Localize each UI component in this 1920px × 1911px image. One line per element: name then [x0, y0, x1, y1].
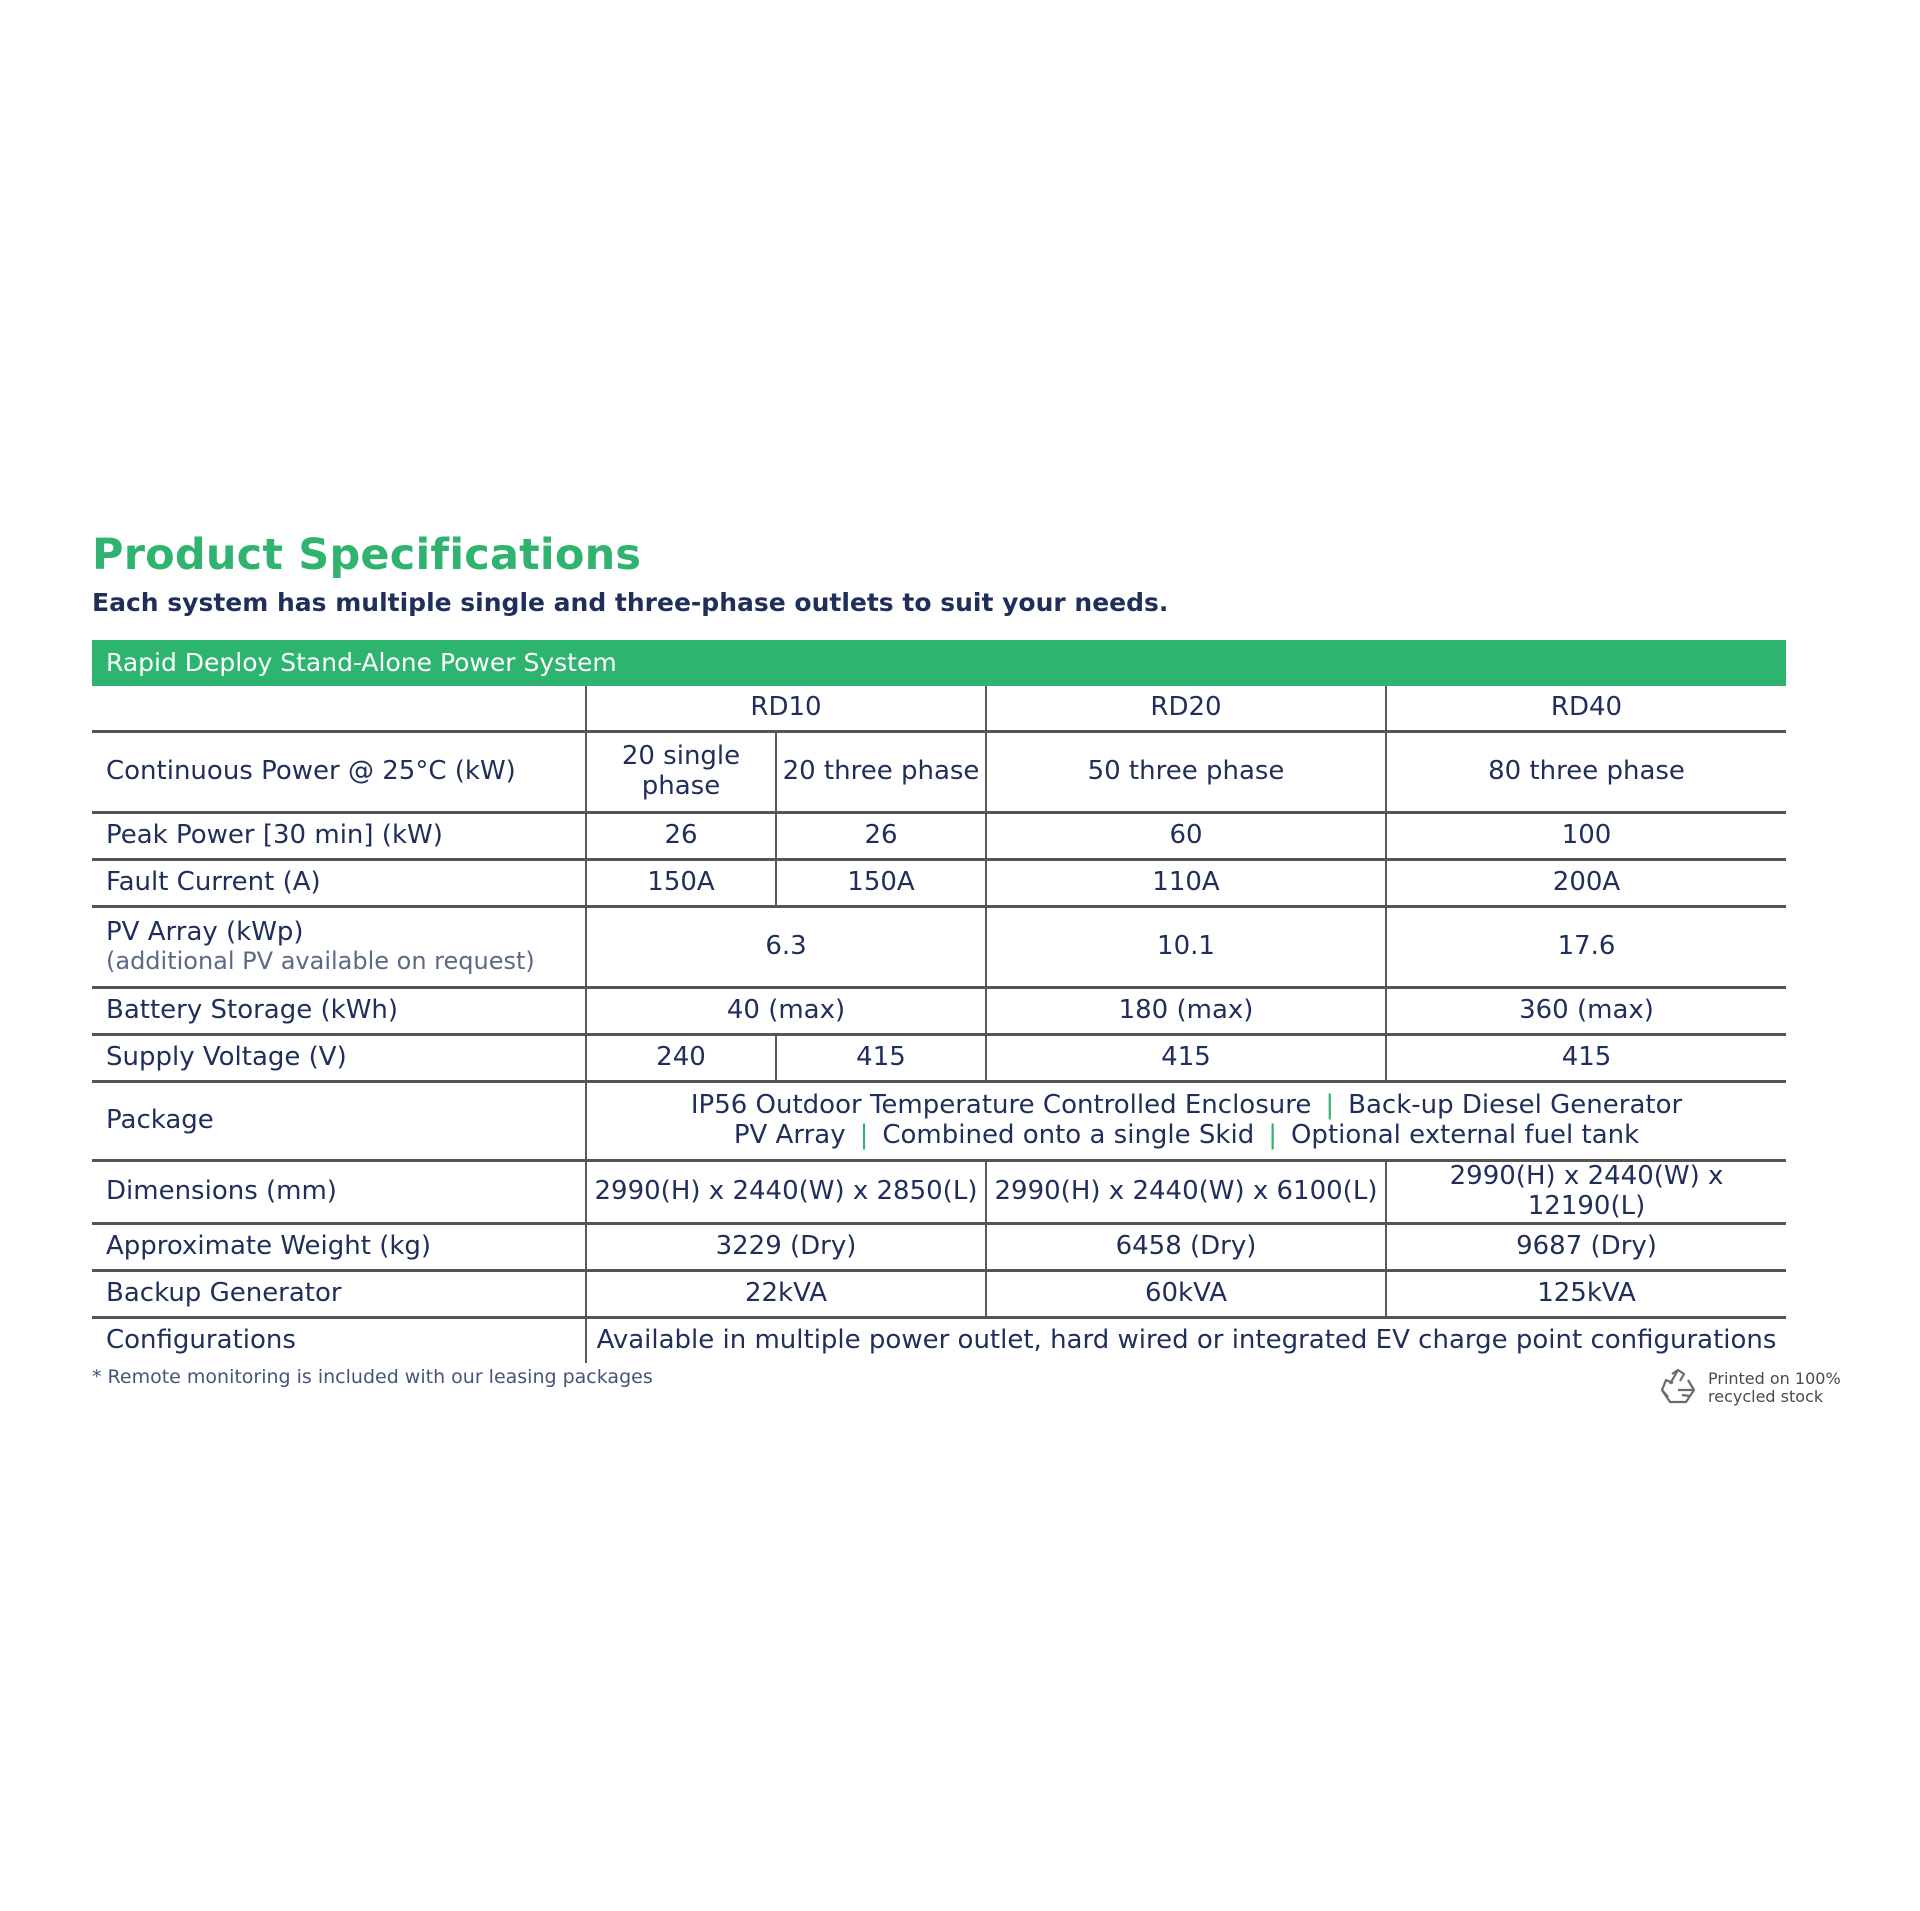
table-row: [92, 1270, 1786, 1317]
cell-continuous-power-rd20: 50 three phase: [986, 732, 1386, 813]
cell-dimensions-rd40: 2990(H) x 2440(W) x 12190(L): [1386, 1161, 1786, 1224]
row-label-continuous-power: Continuous Power @ 25°C (kW): [92, 732, 586, 813]
cell-peak-power-rd40: 100: [1386, 813, 1786, 860]
cell-fault-current-rd40: 200A: [1386, 860, 1786, 907]
package-item: IP56 Outdoor Temperature Controlled Enclosure: [690, 1090, 1312, 1121]
cell-dimensions-rd10: 2990(H) x 2440(W) x 2850(L): [586, 1161, 986, 1224]
cell-supply-voltage-rd20: 415: [986, 1035, 1386, 1082]
cell-generator-rd10: 22kVA: [586, 1270, 986, 1317]
pv-array-label: PV Array (kWp): [106, 917, 304, 948]
package-separator: |: [859, 1120, 869, 1150]
cell-package: [586, 1082, 1786, 1161]
spec-table: [92, 640, 1786, 1363]
cell-fault-current-rd10-three: 150A: [776, 860, 986, 907]
cell-weight-rd10: 3229 (Dry): [586, 1223, 986, 1270]
table-row: [92, 907, 1786, 988]
package-item: Combined onto a single Skid: [882, 1120, 1255, 1150]
row-label-configurations: Configurations: [92, 1317, 586, 1363]
cell-supply-voltage-rd10-three: 415: [776, 1035, 986, 1082]
cell-fault-current-rd10-single: 150A: [586, 860, 776, 907]
cell-pv-array-rd40: 17.6: [1386, 907, 1786, 988]
cell-pv-array-rd10: 6.3: [586, 907, 986, 988]
page-subtitle: Each system has multiple single and three-phase outlets to suit your needs.: [92, 588, 1169, 617]
pv-array-note: (additional PV available on request): [106, 947, 535, 976]
package-item: Optional external fuel tank: [1290, 1120, 1640, 1150]
cell-configurations: Available in multiple power outlet, hard wired or integrated EV charge point configurations: [586, 1317, 1786, 1363]
row-label-peak-power: Peak Power [30 min] (kW): [92, 813, 586, 860]
cell-dimensions-rd20: 2990(H) x 2440(W) x 6100(L): [986, 1161, 1386, 1224]
cell-battery-rd10: 40 (max): [586, 988, 986, 1035]
page-title: Product Specifications: [92, 530, 642, 580]
package-separator: |: [1325, 1090, 1335, 1121]
model-rd10: RD10: [586, 686, 986, 732]
cell-weight-rd40: 9687 (Dry): [1386, 1223, 1786, 1270]
recycled-line-2: recycled stock: [1708, 1387, 1824, 1406]
recycled-text: [1708, 1370, 1858, 1407]
model-rd40: RD40: [1386, 686, 1786, 732]
package-item: PV Array: [733, 1120, 846, 1150]
table-row: [92, 1035, 1786, 1082]
recycled-line-1: Printed on 100%: [1708, 1368, 1841, 1388]
cell-pv-array-rd20: 10.1: [986, 907, 1386, 988]
table-row: [92, 1317, 1786, 1363]
row-label-battery: Battery Storage (kWh): [92, 988, 586, 1035]
header-empty-cell: [92, 686, 586, 732]
table-banner: Rapid Deploy Stand-Alone Power System: [92, 640, 1786, 686]
cell-generator-rd40: 125kVA: [1386, 1270, 1786, 1317]
cell-peak-power-rd10-three: 26: [776, 813, 986, 860]
table-banner-row: [92, 640, 1786, 686]
recycle-icon: [1656, 1366, 1700, 1410]
cell-fault-current-rd20: 110A: [986, 860, 1386, 907]
table-row: [92, 1223, 1786, 1270]
cell-battery-rd20: 180 (max): [986, 988, 1386, 1035]
table-row: [92, 1161, 1786, 1224]
package-line-2: [587, 1121, 1786, 1151]
table-row: [92, 860, 1786, 907]
row-label-package: Package: [92, 1082, 586, 1161]
package-item: Back-up Diesel Generator: [1348, 1090, 1683, 1121]
cell-supply-voltage-rd40: 415: [1386, 1035, 1786, 1082]
cell-peak-power-rd20: 60: [986, 813, 1386, 860]
table-row: [92, 732, 1786, 813]
model-rd20: RD20: [986, 686, 1386, 732]
row-label-fault-current: Fault Current (A): [92, 860, 586, 907]
row-label-generator: Backup Generator: [92, 1270, 586, 1317]
row-label-pv-array: [92, 907, 586, 988]
table-row: [92, 988, 1786, 1035]
table-row: [92, 1082, 1786, 1161]
cell-continuous-power-rd10-three: 20 three phase: [776, 732, 986, 813]
cell-battery-rd40: 360 (max): [1386, 988, 1786, 1035]
row-label-weight: Approximate Weight (kg): [92, 1223, 586, 1270]
package-line-1: [587, 1091, 1786, 1121]
cell-continuous-power-rd10-single: 20 single phase: [586, 732, 776, 813]
cell-generator-rd20: 60kVA: [986, 1270, 1386, 1317]
footnote: * Remote monitoring is included with our leasing packages: [92, 1366, 653, 1388]
cell-continuous-power-rd40: 80 three phase: [1386, 732, 1786, 813]
models-header-row: [92, 686, 1786, 732]
cell-weight-rd20: 6458 (Dry): [986, 1223, 1386, 1270]
row-label-supply-voltage: Supply Voltage (V): [92, 1035, 586, 1082]
recycled-badge: [1656, 1366, 1858, 1410]
package-separator: |: [1268, 1120, 1277, 1150]
cell-peak-power-rd10-single: 26: [586, 813, 776, 860]
cell-supply-voltage-rd10-single: 240: [586, 1035, 776, 1082]
table-row: [92, 813, 1786, 860]
row-label-dimensions: Dimensions (mm): [92, 1161, 586, 1224]
